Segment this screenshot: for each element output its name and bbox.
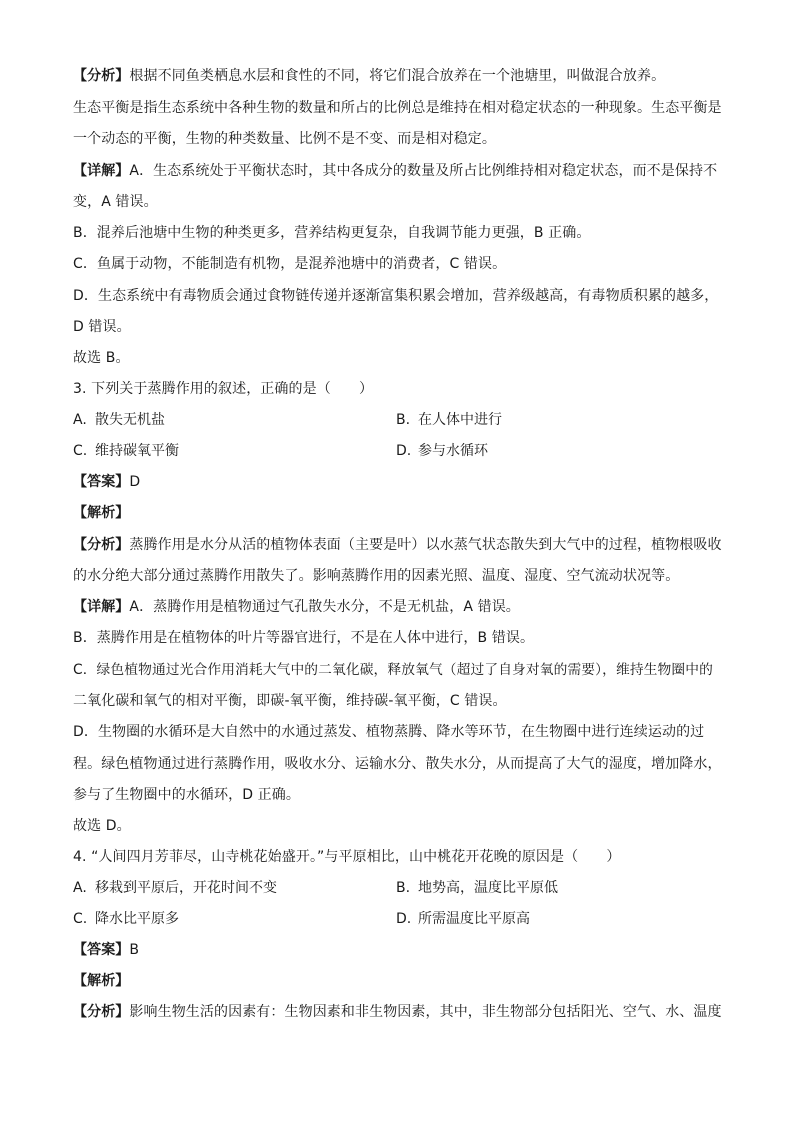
q4-option-b: B. 地势高，温度比平原低: [396, 880, 558, 896]
q4-analysis-line-1: 【分析】影响生物生活的因素有：生物因素和非生物因素，其中，非生物部分包括阳光、空气、水、温度: [73, 1004, 722, 1020]
q3-option-b: B. 在人体中进行: [396, 412, 502, 428]
q3-detail-a: 【详解】A．蒸腾作用是植物通过气孔散失水分，不是无机盐，A 错误。: [73, 599, 520, 615]
q3-analysis-line-2: 的水分绝大部分通过蒸腾作用散失了。影响蒸腾作用的因素光照、温度、湿度、空气流动状况等。: [73, 568, 680, 584]
q2-analysis-text: 根据不同鱼类栖息水层和食性的不同，将它们混合放养在一个池塘里，叫做混合放养。: [129, 68, 666, 84]
q3-detail-b: B．蒸腾作用是在植物体的叶片等器官进行，不是在人体中进行，B 错误。: [73, 630, 535, 646]
q2-detail-c: C．鱼属于动物，不能制造有机物，是混养池塘中的消费者，C 错误。: [73, 256, 507, 272]
analysis-tag: 【分析】: [73, 68, 130, 84]
q4-explain-tag: 【解析】: [73, 973, 130, 989]
q3-detail-c-line-2: 二氧化碳和氧气的相对平衡，即碳-氧平衡，维持碳-氧平衡，C 错误。: [73, 693, 507, 709]
q2-detail-a-line-2: 变，A 错误。: [73, 194, 158, 210]
q3-stem: 3. 下列关于蒸腾作用的叙述，正确的是（ ）: [73, 381, 374, 397]
answer-tag: 【答案】: [73, 942, 130, 958]
q3-option-a: A. 散失无机盐: [73, 412, 165, 428]
q2-conclusion: 故选 B。: [73, 350, 130, 366]
q3-answer-line: [73, 472, 723, 492]
q4-option-c: C. 降水比平原多: [73, 911, 179, 927]
q3-option-c: C. 维持碳氧平衡: [73, 443, 179, 459]
q3-detail-d-line-3: 参与了生物圈中的水循环，D 正确。: [73, 787, 300, 803]
detail-tag: 【详解】: [73, 163, 130, 179]
q2-ecology-line-2: 一个动态的平衡，生物的种类数量、比例不是不变、而是相对稳定。: [73, 131, 496, 147]
q2-detail-a-line-1: [73, 161, 723, 181]
q3-explain-tag: 【解析】: [73, 505, 130, 521]
q4-option-d: D. 所需温度比平原高: [396, 911, 530, 927]
q2-detail-b: B．混养后池塘中生物的种类更多，营养结构更复杂，自我调节能力更强，B 正确。: [73, 225, 591, 241]
q3-detail-d-line-1: D．生物圈的水循环是大自然中的水通过蒸发、植物蒸腾、降水等环节，在生物圈中进行连续运动的过: [73, 724, 705, 740]
q4-option-a: A. 移栽到平原后，开花时间不变: [73, 880, 277, 896]
q3-analysis-line-1: 【分析】蒸腾作用是水分从活的植物体表面（主要是叶）以水蒸气状态散失到大气中的过程，植物根吸收: [73, 537, 722, 553]
q2-detail-d-line-2: D 错误。: [73, 319, 131, 335]
analysis-tag: 【分析】: [73, 537, 130, 553]
q2-detail-d-line-1: D．生态系统中有毒物质会通过食物链传递并逐渐富集积累会增加，营养级越高，有毒物质积累的越多，: [73, 288, 719, 304]
q3-answer: D: [129, 474, 141, 490]
detail-tag: 【详解】: [73, 599, 130, 615]
q4-stem: 4. “人间四月芳菲尽，山寺桃花始盛开。”与平原相比，山中桃花开花晚的原因是（ ）: [73, 849, 621, 865]
q4-answer: B: [129, 942, 140, 958]
analysis-tag: 【分析】: [73, 1004, 130, 1020]
answer-tag: 【答案】: [73, 474, 130, 490]
q2-analysis-line: [73, 66, 723, 86]
q2-ecology-line-1: 生态平衡是指生态系统中各种生物的数量和所占的比例总是维持在相对稳定状态的一种现象。生态平衡是: [73, 100, 722, 116]
q4-answer-line: [73, 940, 723, 960]
q3-detail-d-line-2: 程。绿色植物通过进行蒸腾作用，吸收水分、运输水分、散失水分，从而提高了大气的湿度，增加降水，: [73, 756, 722, 772]
q3-conclusion: 故选 D。: [73, 818, 131, 834]
q3-option-d: D. 参与水循环: [396, 443, 488, 459]
q3-detail-c-line-1: C．绿色植物通过光合作用消耗大气中的二氧化碳，释放氧气（超过了自身对氧的需要），维持生物圈中的: [73, 662, 713, 678]
q2-detail-a-text: A．生态系统处于平衡状态时，其中各成分的数量及所占比例维持相对稳定状态，而不是保持不: [129, 163, 718, 179]
